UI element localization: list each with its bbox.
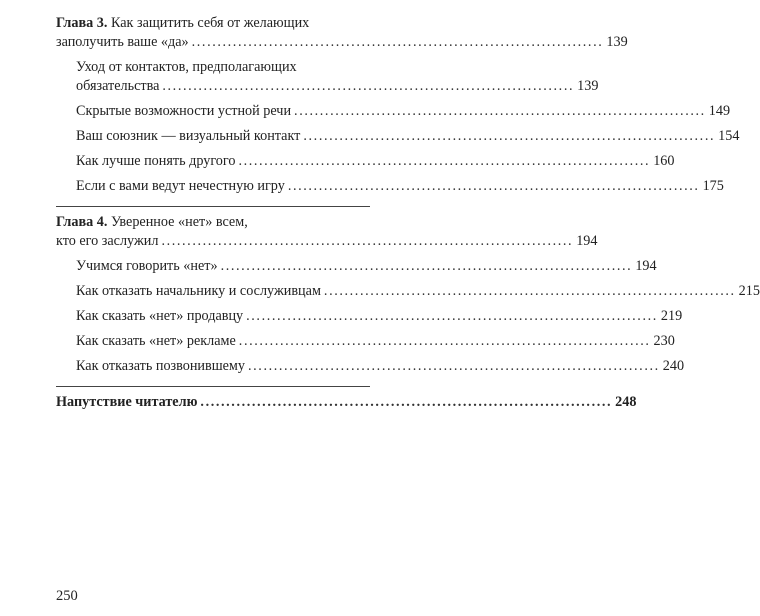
toc-entry-page: 149: [708, 103, 731, 119]
toc-entry-page: 175: [702, 178, 724, 194]
chapter-3-label: Глава 3.: [56, 15, 108, 31]
afterword-text: Напутствие читателю: [56, 394, 198, 410]
toc-entry-text: Как лучше понять другого: [76, 153, 236, 169]
toc-entry[interactable]: [76, 152, 675, 171]
chapter-4-page: 194: [576, 233, 598, 249]
chapter-4-label: Глава 4.: [56, 214, 108, 230]
toc-entry-line1: Уход от контактов, предполагающих: [76, 59, 297, 75]
leader-dots: ................................................................................: [303, 128, 716, 144]
leader-dots: ................................................................................: [220, 258, 633, 274]
leader-dots: ................................................................................: [238, 153, 651, 169]
toc-entry-text: Как отказать позвонившему: [76, 358, 246, 374]
chapter-3-title-line2: заполучить ваше «да»: [56, 34, 189, 50]
page-number: 250: [56, 588, 78, 604]
leader-dots: ................................................................................: [323, 283, 736, 299]
chapter-3-heading[interactable]: [56, 14, 628, 52]
chapter-4-entries: [56, 257, 760, 376]
toc-entry[interactable]: [76, 307, 683, 326]
toc-entry[interactable]: [76, 282, 760, 301]
toc-entry[interactable]: [76, 332, 675, 351]
toc-entry[interactable]: [76, 257, 657, 276]
afterword-entry[interactable]: [56, 393, 637, 412]
leader-dots: ................................................................................: [200, 394, 613, 410]
toc-entry-page: 240: [662, 358, 685, 374]
chapter-4-block: [56, 213, 760, 376]
toc-entry-line2: обязательства: [76, 78, 160, 94]
toc-entry-text: Скрытые возможности устной речи: [76, 103, 292, 119]
leader-dots: ................................................................................: [238, 333, 651, 349]
toc-entry-text: Если с вами ведут нечестную игру: [76, 178, 285, 194]
toc-entry-page: 160: [653, 153, 675, 169]
toc-entry-page: 219: [660, 308, 683, 324]
toc-entry-page: 194: [635, 258, 657, 274]
afterword-page: 248: [615, 394, 637, 410]
leader-dots: ................................................................................: [191, 34, 604, 50]
chapter-4-title-line2: кто его заслужил: [56, 233, 159, 249]
leader-dots: ................................................................................: [246, 308, 658, 324]
leader-dots: ................................................................................: [162, 78, 575, 94]
leader-dots: ................................................................................: [248, 358, 660, 374]
section-divider: [56, 206, 370, 207]
toc-entry-text: Как отказать начальнику и сослуживцам: [76, 283, 321, 299]
chapter-3-block: [56, 14, 740, 196]
toc-entry[interactable]: [76, 58, 599, 96]
toc-entry-text: Учимся говорить «нет»: [76, 258, 218, 274]
toc-entry[interactable]: [76, 127, 740, 146]
toc-entry-text: Как сказать «нет» продавцу: [76, 308, 244, 324]
leader-dots: ................................................................................: [294, 103, 706, 119]
toc-entry[interactable]: [76, 357, 685, 376]
toc-entry[interactable]: [76, 177, 724, 196]
toc-entry-page: 230: [653, 333, 675, 349]
chapter-3-page: 139: [606, 34, 628, 50]
chapter-3-title-line1: Как защитить себя от желающих: [110, 15, 310, 31]
chapter-4-title-line1: Уверенное «нет» всем,: [110, 214, 248, 230]
table-of-contents: [56, 14, 760, 412]
toc-entry-page: 215: [738, 283, 760, 299]
chapter-4-heading[interactable]: [56, 213, 598, 251]
toc-entry[interactable]: [76, 102, 731, 121]
leader-dots: ................................................................................: [161, 233, 574, 249]
toc-entry-page: 139: [577, 78, 599, 94]
section-divider: [56, 386, 370, 387]
toc-entry-page: 154: [718, 128, 740, 144]
toc-entry-text: Ваш союзник — визуальный контакт: [76, 128, 301, 144]
chapter-3-entries: [56, 58, 740, 196]
leader-dots: ................................................................................: [287, 178, 700, 194]
toc-entry-text: Как сказать «нет» рекламе: [76, 333, 236, 349]
